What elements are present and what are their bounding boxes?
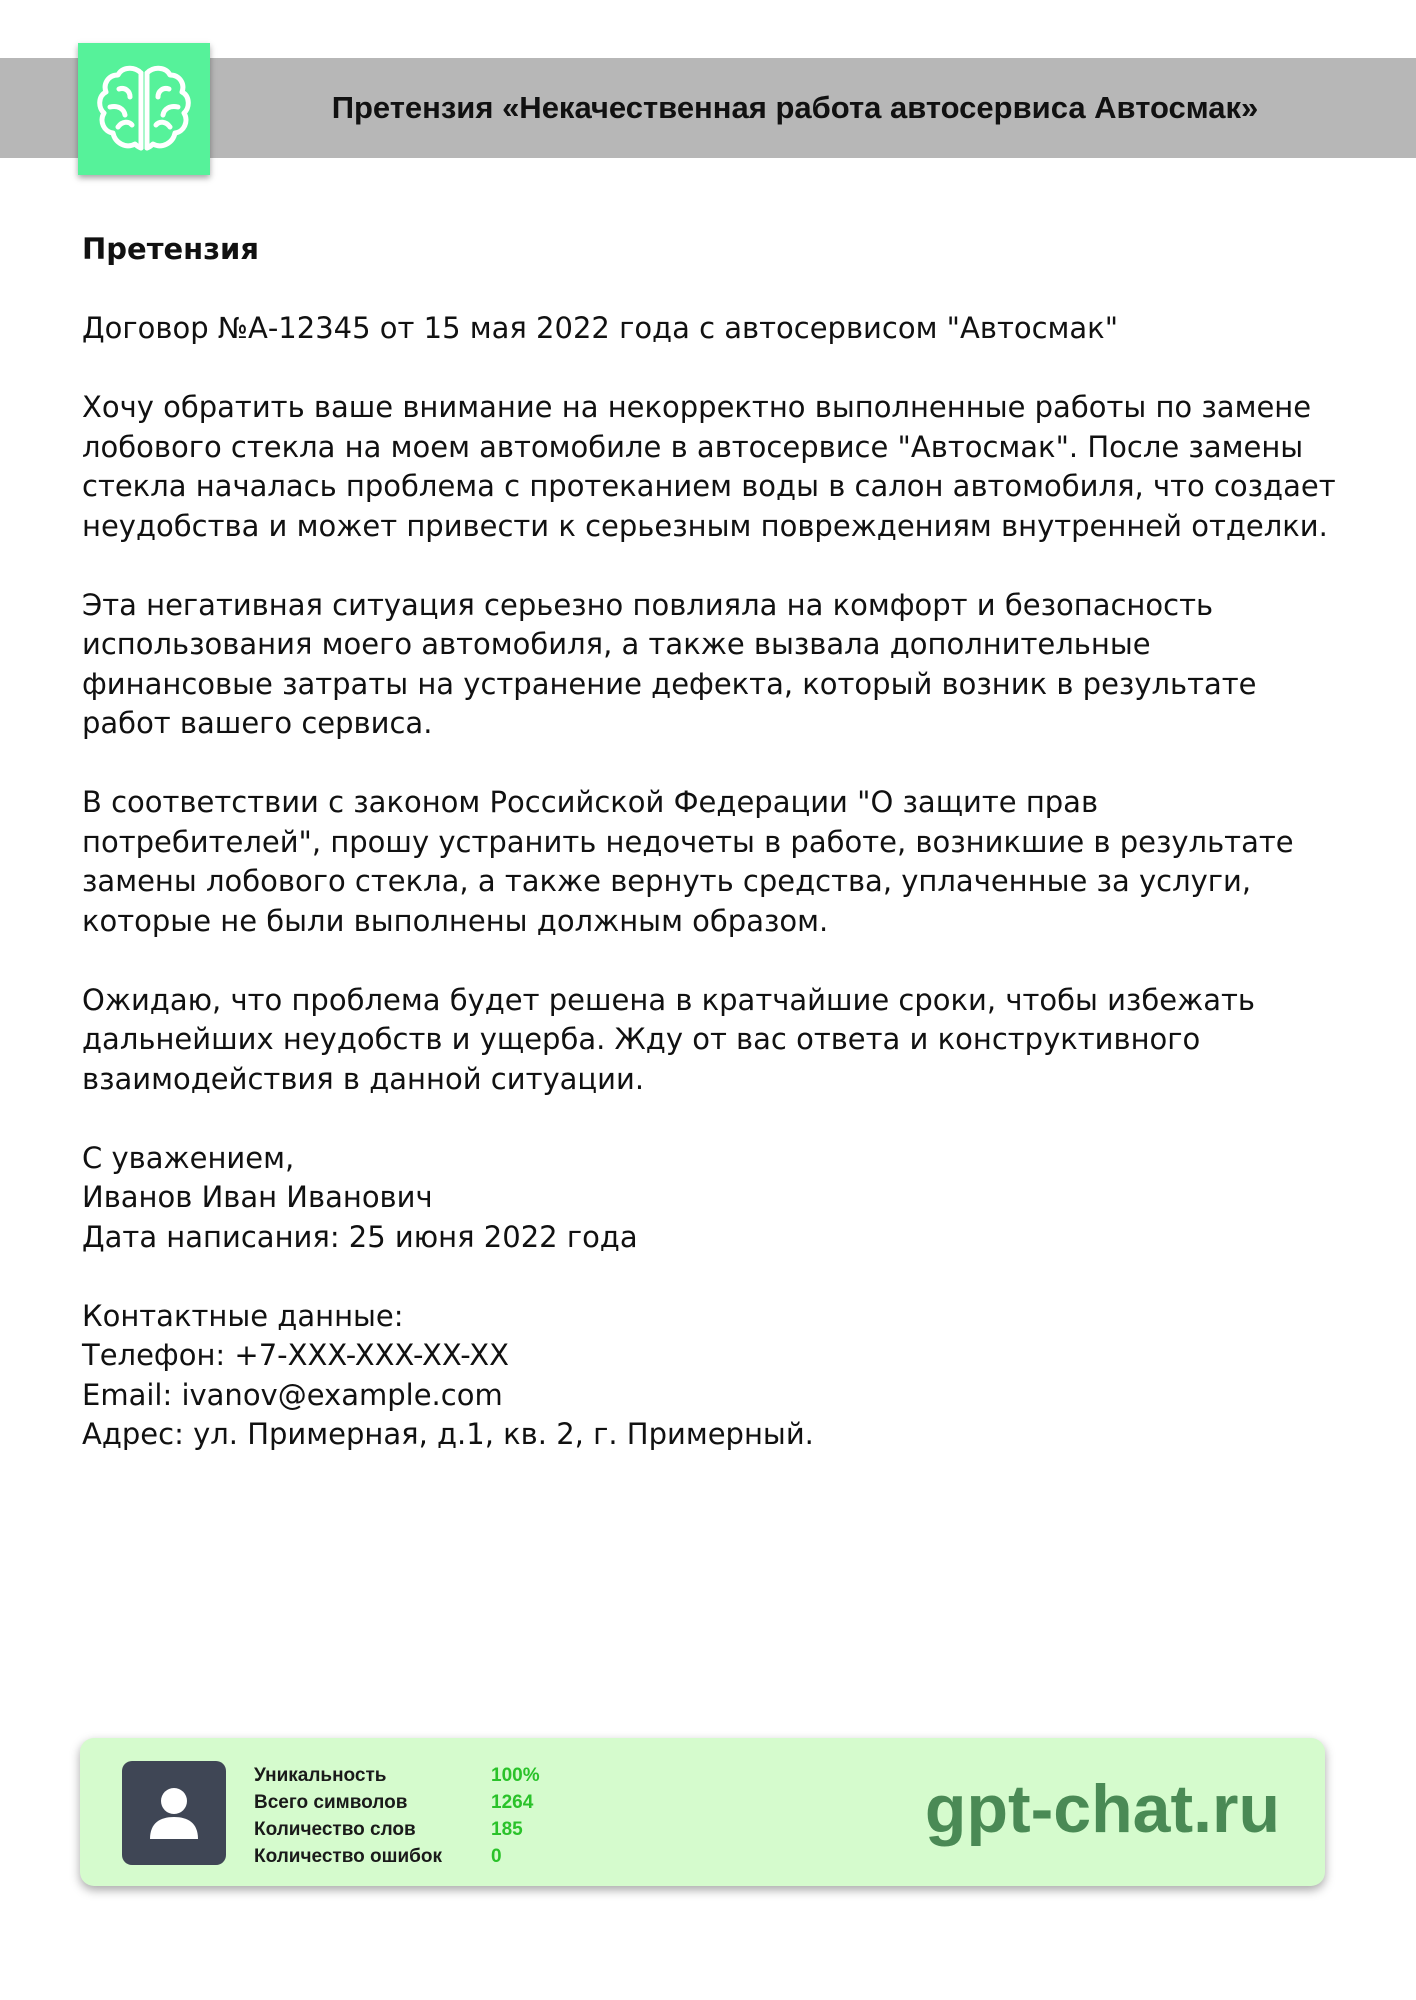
avatar (122, 1761, 226, 1865)
stats-value: 1264 (491, 1792, 534, 1813)
letter-heading: Претензия (82, 232, 260, 266)
phone-line: Телефон: +7-XXX-XXX-XX-XX (82, 1338, 510, 1372)
stats-label: Количество слов (254, 1819, 416, 1840)
paragraph-3: В соответствии с законом Российской Федерации "О защите прав потребителей", прошу устранить недочеты в работе, возникшие в результате замены лобового стекла, а также вернуть средства, уплаченные за услуги, которые не были выполнены должным образом. (82, 785, 1294, 938)
paragraph-4: Ожидаю, что проблема будет решена в кратчайшие сроки, чтобы избежать дальнейших неудобств и ущерба. Жду от вас ответа и конструктивного взаимодействия в данной ситуации. (82, 982, 1255, 1096)
stats-label: Всего символов (254, 1792, 408, 1813)
stats-row (254, 1843, 540, 1870)
address-line: Адрес: ул. Примерная, д.1, кв. 2, г. Примерный. (82, 1417, 814, 1451)
user-icon (142, 1781, 206, 1845)
stats-row (254, 1762, 540, 1789)
stats-label: Уникальность (254, 1765, 387, 1786)
closing-line: С уважением, (82, 1140, 295, 1175)
brain-icon (94, 63, 194, 155)
logo (78, 43, 210, 175)
stats-card (80, 1738, 1325, 1886)
claim-letter (82, 230, 1342, 1455)
contract-line: Договор №А-12345 от 15 мая 2022 года с автосервисом "Автосмак" (82, 311, 1119, 345)
stats-table (254, 1762, 540, 1870)
email-line: Email: ivanov@example.com (82, 1377, 503, 1412)
stats-label: Количество ошибок (254, 1846, 442, 1867)
paragraph-1: Хочу обратить ваше внимание на некорректно выполненные работы по замене лобового стекла на моем автомобиле в автосервисе "Автосмак". После замены стекла началась проблема с протеканием воды в салон автомобиля, что создает неудобства и может привести к серьезным повреждениям внутренней отделки. (82, 390, 1336, 543)
stats-value: 100% (491, 1765, 540, 1786)
stats-value: 0 (491, 1846, 502, 1867)
stats-row (254, 1789, 540, 1816)
contacts-title: Контактные данные: (82, 1298, 404, 1333)
brand-logo-text: gpt-chat.ru (924, 1771, 1280, 1847)
paragraph-2: Эта негативная ситуация серьезно повлияла на комфорт и безопасность использования моего автомобиля, а также вызвала дополнительные финансовые затраты на устранение дефекта, который возник в результате работ вашего сервиса. (82, 587, 1257, 740)
stats-row (254, 1816, 540, 1843)
page-title: Претензия «Некачественная работа автосервиса Автосмак» (331, 90, 1259, 125)
author-name: Иванов Иван Иванович (82, 1180, 433, 1214)
stats-value: 185 (491, 1819, 523, 1840)
date-line: Дата написания: 25 июня 2022 года (82, 1219, 638, 1254)
